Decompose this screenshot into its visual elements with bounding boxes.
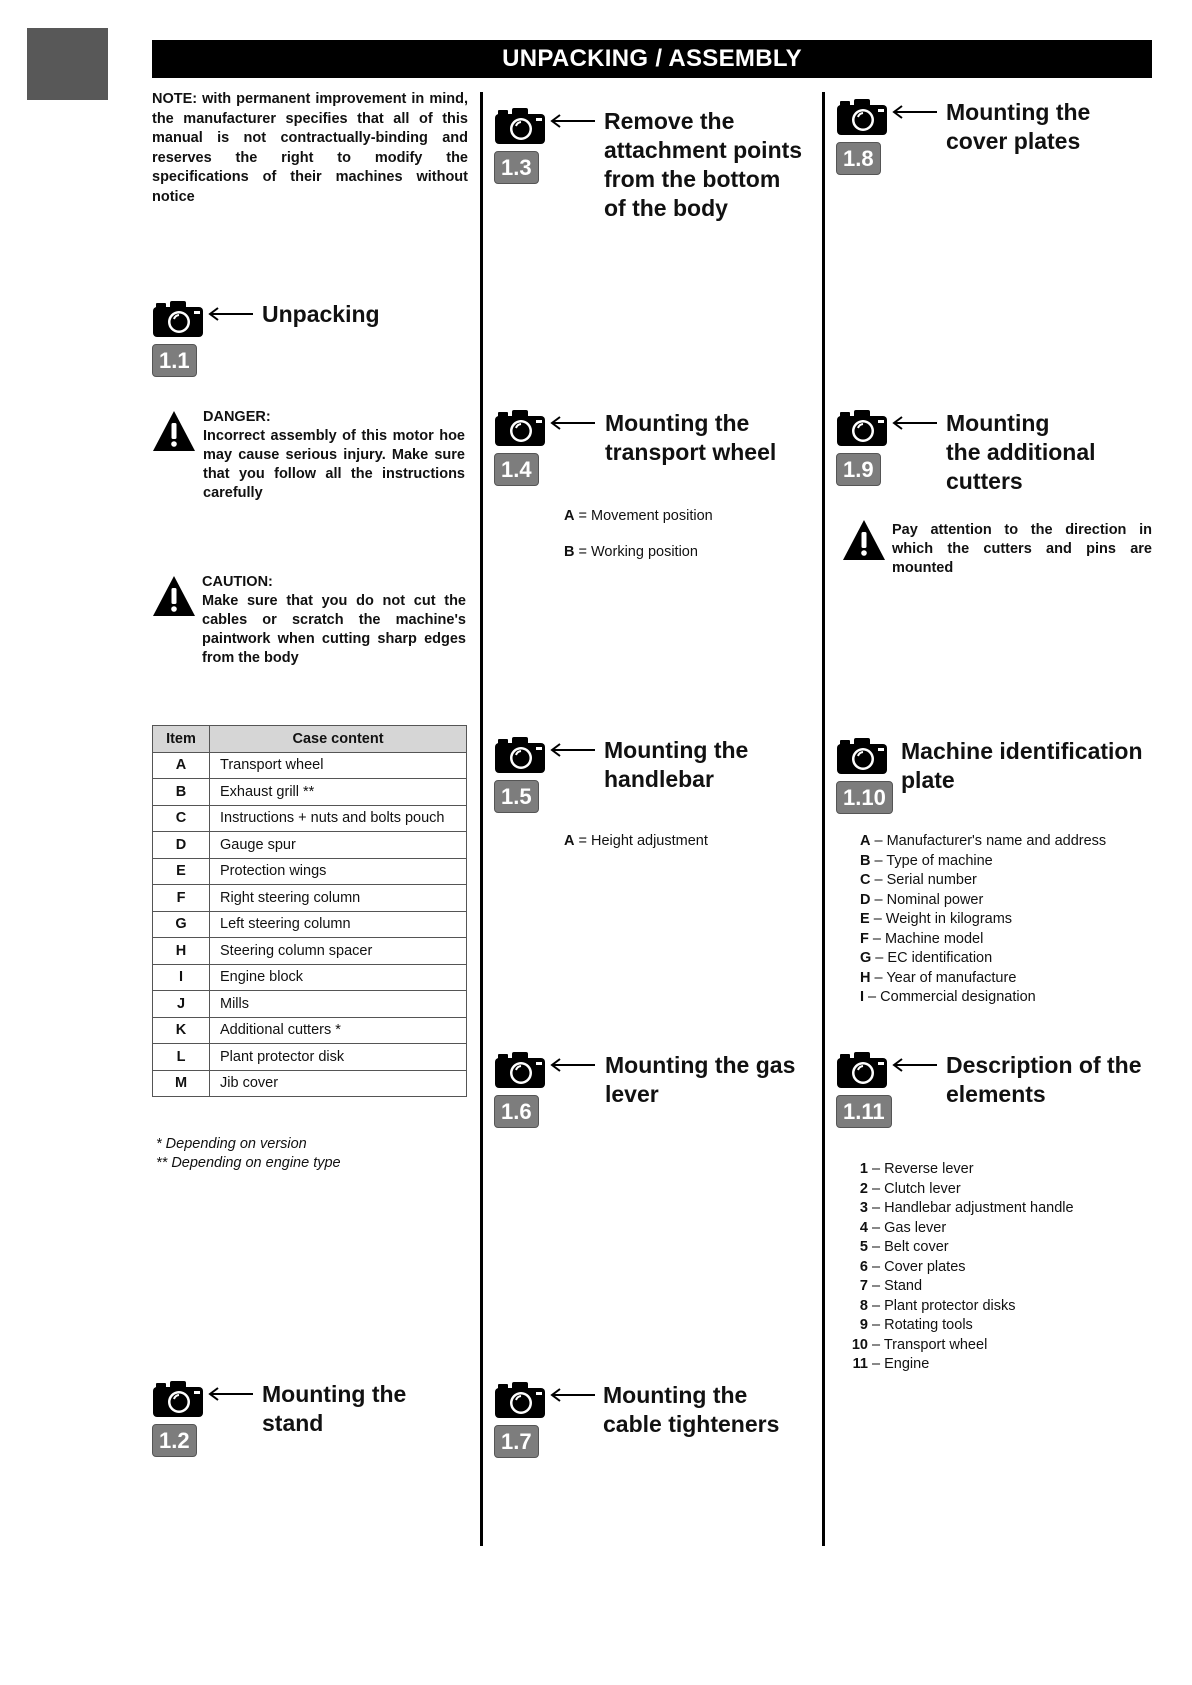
cutters-warning-text: Pay attention to the direction in which the cutters and pins are mounted bbox=[892, 522, 1152, 576]
table-cell-item: H bbox=[153, 938, 210, 965]
camera-icon bbox=[494, 107, 546, 145]
legend-key: E bbox=[860, 911, 870, 927]
legend-key: 4 bbox=[859, 1219, 868, 1236]
table-header-row bbox=[153, 726, 467, 753]
table-row bbox=[153, 858, 467, 885]
danger-body: Incorrect assembly of this motor hoe may cause serious injury. Make sure that you follow all the instructions carefully bbox=[203, 428, 465, 501]
column-divider bbox=[822, 92, 825, 1546]
section-title-line: Mounting the bbox=[603, 1382, 748, 1408]
arrow-left-icon bbox=[892, 1057, 938, 1073]
section-title-line: Mounting the bbox=[262, 1381, 407, 1407]
section-title bbox=[901, 737, 1161, 795]
camera-icon bbox=[836, 409, 888, 447]
section-title bbox=[603, 1381, 818, 1439]
legend-item bbox=[850, 1180, 1074, 1200]
section-title bbox=[946, 409, 1156, 496]
warning-triangle-icon bbox=[842, 519, 886, 561]
legend-item bbox=[860, 949, 1106, 969]
legend-item bbox=[860, 969, 1106, 989]
legend-key: 2 bbox=[859, 1180, 868, 1197]
legend-text: – Transport wheel bbox=[868, 1336, 988, 1353]
legend-text: – Nominal power bbox=[870, 891, 984, 908]
section-title-line: Description of the bbox=[946, 1052, 1142, 1078]
legend-item bbox=[850, 1297, 1074, 1317]
page-corner-tab bbox=[27, 28, 108, 100]
legend-key: 5 bbox=[859, 1239, 868, 1255]
table-row bbox=[153, 752, 467, 779]
section-number-badge: 1.11 bbox=[836, 1095, 892, 1128]
legend-key: 11 bbox=[852, 1356, 868, 1372]
legend-item bbox=[860, 930, 1106, 950]
legend-item bbox=[860, 988, 1106, 1008]
legend-item bbox=[850, 1258, 1074, 1278]
warning-triangle-icon bbox=[152, 575, 196, 617]
section-number-badge: 1.2 bbox=[152, 1424, 197, 1457]
legend-key: 6 bbox=[859, 1258, 868, 1275]
table-cell-item: I bbox=[153, 964, 210, 991]
legend-text: – Cover plates bbox=[868, 1258, 966, 1275]
arrow-left-icon bbox=[550, 1057, 596, 1073]
arrow-left-icon bbox=[208, 306, 254, 322]
legend-item bbox=[850, 1355, 1074, 1375]
table-row bbox=[153, 1070, 467, 1097]
legend-item bbox=[860, 891, 1106, 911]
legend-item bbox=[860, 910, 1106, 930]
legend-item: A = Height adjustment bbox=[564, 833, 708, 849]
section-title-line: Machine identification bbox=[901, 738, 1143, 764]
legend-key: 1 bbox=[859, 1161, 868, 1177]
section-title bbox=[604, 736, 819, 794]
footnote-engine: ** Depending on engine type bbox=[156, 1155, 341, 1171]
table-row bbox=[153, 911, 467, 938]
table-cell-content: Instructions + nuts and bolts pouch bbox=[210, 805, 467, 832]
section-title bbox=[946, 98, 1156, 156]
legend-key: G bbox=[860, 950, 872, 966]
table-cell-content: Steering column spacer bbox=[210, 938, 467, 965]
legend-key: 10 bbox=[851, 1336, 868, 1353]
arrow-left-icon bbox=[208, 1386, 254, 1402]
table-header-content: Case content bbox=[210, 726, 467, 753]
legend-key: B bbox=[860, 852, 871, 869]
camera-icon bbox=[836, 737, 888, 775]
arrow-left-icon bbox=[550, 742, 596, 758]
table-cell-content: Jib cover bbox=[210, 1070, 467, 1097]
camera-icon bbox=[494, 409, 546, 447]
table-cell-content: Engine block bbox=[210, 964, 467, 991]
legend-item bbox=[850, 1160, 1074, 1180]
table-cell-content: Protection wings bbox=[210, 858, 467, 885]
arrow-left-icon bbox=[892, 415, 938, 431]
table-row bbox=[153, 1044, 467, 1071]
table-cell-content: Mills bbox=[210, 991, 467, 1018]
camera-icon bbox=[494, 1051, 546, 1089]
table-cell-item: M bbox=[153, 1070, 210, 1097]
legend-text: – Manufacturer's name and address bbox=[870, 833, 1107, 849]
section-title-line: cutters bbox=[946, 468, 1023, 494]
section-title-line: transport wheel bbox=[605, 439, 777, 465]
table-cell-item: L bbox=[153, 1044, 210, 1071]
section-title-line: Mounting the bbox=[946, 99, 1091, 125]
section-number-badge: 1.10 bbox=[836, 781, 893, 814]
legend-item bbox=[860, 852, 1106, 872]
legend-text: – Gas lever bbox=[868, 1219, 947, 1236]
table-cell-item: D bbox=[153, 832, 210, 859]
section-title-line: elements bbox=[946, 1081, 1046, 1107]
legend-item bbox=[850, 1199, 1074, 1219]
section-title-line: Mounting bbox=[946, 410, 1050, 436]
table-row bbox=[153, 885, 467, 912]
camera-icon bbox=[494, 1381, 546, 1419]
section-number-badge: 1.1 bbox=[152, 344, 197, 377]
camera-icon bbox=[152, 300, 204, 338]
table-header-item: Item bbox=[153, 726, 210, 753]
section-title-line: stand bbox=[262, 1410, 324, 1436]
table-cell-item: G bbox=[153, 911, 210, 938]
legend-text: – Year of manufacture bbox=[870, 969, 1017, 986]
camera-icon bbox=[836, 98, 888, 136]
legend-key: F bbox=[860, 930, 869, 947]
legend-text: – Clutch lever bbox=[868, 1180, 961, 1197]
section-title-line: of the body bbox=[604, 195, 728, 221]
legend-text: – Serial number bbox=[870, 872, 977, 888]
legend-key: 8 bbox=[859, 1297, 868, 1314]
section-number-badge: 1.5 bbox=[494, 780, 539, 813]
arrow-left-icon bbox=[550, 415, 596, 431]
footnote-version: * Depending on version bbox=[156, 1136, 307, 1152]
legend-text: – Type of machine bbox=[870, 852, 993, 869]
section-number-badge: 1.8 bbox=[836, 142, 881, 175]
legend-item bbox=[860, 832, 1106, 852]
legend-text: – Stand bbox=[868, 1278, 923, 1294]
table-row bbox=[153, 938, 467, 965]
table-cell-item: E bbox=[153, 858, 210, 885]
section-title-line: Mounting the gas bbox=[605, 1052, 796, 1078]
plate-legend bbox=[860, 832, 1106, 1008]
camera-icon bbox=[152, 1380, 204, 1418]
camera-icon bbox=[836, 1051, 888, 1089]
section-number-badge: 1.7 bbox=[494, 1425, 539, 1458]
legend-text: – EC identification bbox=[871, 950, 993, 966]
table-row bbox=[153, 991, 467, 1018]
table-cell-content: Exhaust grill ** bbox=[210, 779, 467, 806]
section-title bbox=[262, 1380, 482, 1438]
section-number-badge: 1.9 bbox=[836, 453, 881, 486]
legend-text: – Weight in kilograms bbox=[869, 911, 1013, 927]
table-cell-content: Left steering column bbox=[210, 911, 467, 938]
section-title-line: lever bbox=[605, 1081, 659, 1107]
section-title bbox=[605, 1051, 820, 1109]
legend-item: A = Movement position bbox=[564, 508, 713, 524]
legend-key: I bbox=[860, 989, 865, 1005]
section-title-line: Mounting the bbox=[605, 410, 750, 436]
legend-item: B = Working position bbox=[564, 543, 698, 560]
camera-icon bbox=[494, 736, 546, 774]
section-title-line: cover plates bbox=[946, 128, 1081, 154]
caution-title: CAUTION: bbox=[202, 574, 273, 590]
legend-item bbox=[850, 1238, 1074, 1258]
legend-key: C bbox=[860, 872, 871, 888]
section-title-line: the additional bbox=[946, 439, 1096, 465]
section-title bbox=[946, 1051, 1156, 1109]
legend-key: 7 bbox=[859, 1278, 868, 1294]
legend-item bbox=[850, 1277, 1074, 1297]
table-row bbox=[153, 964, 467, 991]
table-cell-item: J bbox=[153, 991, 210, 1018]
wheel-legend bbox=[564, 507, 713, 562]
legend-text: – Reverse lever bbox=[868, 1161, 974, 1177]
arrow-left-icon bbox=[892, 104, 938, 120]
table-cell-item: C bbox=[153, 805, 210, 832]
legend-key: 9 bbox=[859, 1317, 868, 1333]
legend-text: – Belt cover bbox=[868, 1239, 949, 1255]
legend-text: – Machine model bbox=[868, 930, 984, 947]
caution-body: Make sure that you do not cut the cables or scratch the machine's paintwork when cutting sharp edges from the body bbox=[202, 593, 466, 666]
table-row bbox=[153, 1017, 467, 1044]
table-cell-content: Gauge spur bbox=[210, 832, 467, 859]
section-title: Unpacking bbox=[262, 301, 380, 327]
legend-text: – Plant protector disks bbox=[868, 1297, 1016, 1314]
case-content-table bbox=[152, 725, 467, 1097]
legend-item bbox=[850, 1316, 1074, 1336]
arrow-left-icon bbox=[550, 113, 596, 129]
table-cell-content: Right steering column bbox=[210, 885, 467, 912]
section-title-line: cable tighteners bbox=[603, 1411, 780, 1437]
legend-key: A bbox=[860, 833, 871, 849]
section-title-line: plate bbox=[901, 767, 955, 793]
legend-item bbox=[860, 871, 1106, 891]
section-title-line: from the bottom bbox=[604, 166, 781, 192]
section-title-line: attachment points bbox=[604, 137, 803, 163]
page-title: UNPACKING / ASSEMBLY bbox=[152, 40, 1152, 78]
section-number-badge: 1.4 bbox=[494, 453, 539, 486]
table-cell-content: Plant protector disk bbox=[210, 1044, 467, 1071]
table-cell-content: Transport wheel bbox=[210, 752, 467, 779]
legend-key: D bbox=[860, 891, 871, 908]
warning-triangle-icon bbox=[152, 410, 196, 452]
column-left bbox=[152, 90, 468, 1453]
table-row bbox=[153, 779, 467, 806]
handlebar-legend bbox=[564, 832, 708, 852]
section-title-line: Remove the bbox=[604, 108, 735, 134]
danger-title: DANGER: bbox=[203, 409, 271, 425]
table-row bbox=[153, 805, 467, 832]
arrow-left-icon bbox=[550, 1387, 596, 1403]
section-title bbox=[604, 107, 819, 223]
table-cell-item: A bbox=[153, 752, 210, 779]
manufacturer-note: NOTE: with permanent improvement in mind, the manufacturer specifies that all of this manual is not contractually-binding and reserves the right to modify the specifications of their machines without notice bbox=[152, 91, 468, 205]
table-cell-item: F bbox=[153, 885, 210, 912]
table-row bbox=[153, 832, 467, 859]
footnotes bbox=[156, 1135, 341, 1173]
section-title-line: Mounting the bbox=[604, 737, 749, 763]
legend-item bbox=[850, 1336, 1074, 1356]
table-cell-item: K bbox=[153, 1017, 210, 1044]
legend-text: – Handlebar adjustment handle bbox=[868, 1200, 1074, 1216]
elements-legend bbox=[850, 1160, 1074, 1375]
legend-text: – Rotating tools bbox=[868, 1317, 973, 1333]
table-cell-content: Additional cutters * bbox=[210, 1017, 467, 1044]
section-title bbox=[605, 409, 820, 467]
table-cell-item: B bbox=[153, 779, 210, 806]
section-number-badge: 1.3 bbox=[494, 151, 539, 184]
section-title-line: handlebar bbox=[604, 766, 714, 792]
legend-key: H bbox=[860, 969, 871, 986]
section-number-badge: 1.6 bbox=[494, 1095, 539, 1128]
legend-text: – Commercial designation bbox=[864, 989, 1036, 1005]
legend-key: 3 bbox=[859, 1200, 868, 1216]
legend-text: – Engine bbox=[868, 1356, 930, 1372]
legend-item bbox=[850, 1219, 1074, 1239]
